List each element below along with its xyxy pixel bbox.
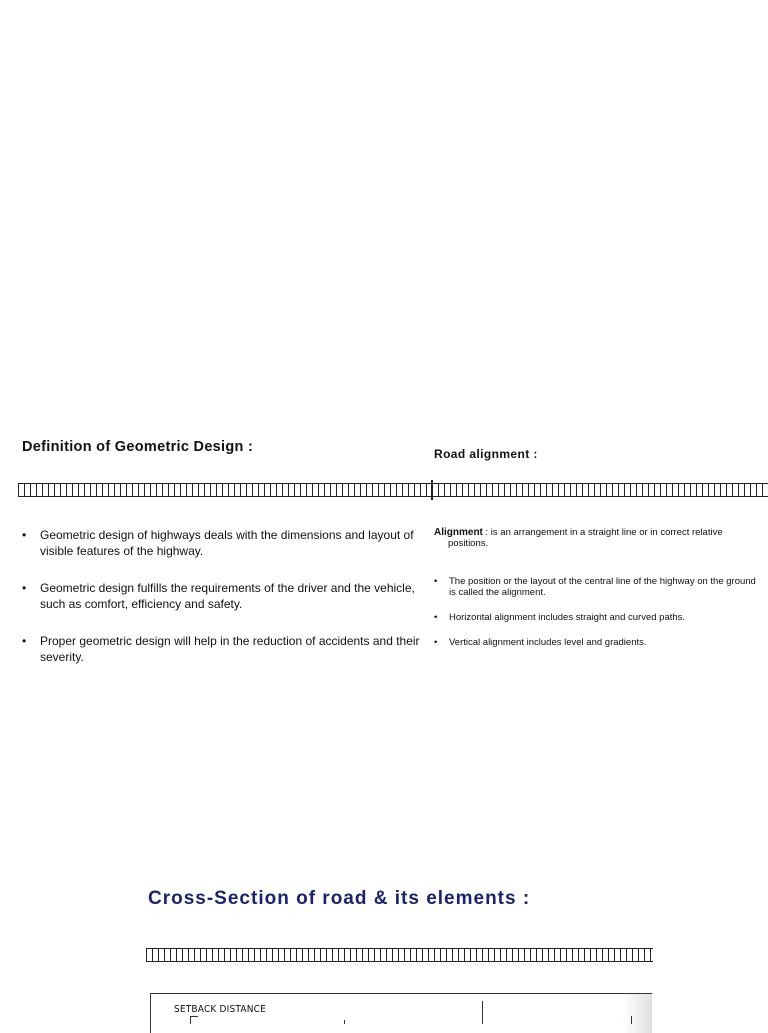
alignment-definition-continuation: positions. (448, 538, 489, 549)
alignment-definition-text: : is an arrangement in a straight line or in correct relative (482, 527, 723, 538)
list-item: • Geometric design of highways deals with the dimensions and layout of visible features of the highway. (22, 528, 420, 559)
column-separator (431, 480, 433, 500)
road-alignment-heading: Road alignment : (434, 447, 538, 461)
cross-section-heading: Cross-Section of road & its elements : (148, 888, 531, 909)
list-item: • Geometric design fulfills the requirements of the driver and the vehicle, such as comfort, efficiency and safety. (22, 581, 420, 612)
alignment-definition (434, 527, 754, 549)
list-item: • Proper geometric design will help in the reduction of accidents and their severity. (22, 634, 420, 665)
list-item: • Vertical alignment includes level and gradients. (434, 637, 756, 648)
alignment-term: Alignment (434, 527, 483, 538)
railway-divider-top (18, 483, 768, 497)
setback-distance-label: SETBACK DISTANCE (174, 1004, 266, 1015)
diagram-vertical-line (482, 1001, 483, 1024)
road-alignment-points (434, 576, 756, 662)
geometric-design-points (22, 528, 420, 687)
diagram-bracket (190, 1016, 198, 1017)
list-item: • The position or the layout of the central line of the highway on the ground is called the alignment. (434, 576, 756, 598)
railway-divider-bottom (146, 948, 653, 962)
diagram-vertical-line (344, 1020, 345, 1024)
geometric-design-heading: Definition of Geometric Design : (22, 439, 254, 455)
diagram-vertical-line (631, 1016, 632, 1024)
diagram-bracket (190, 1016, 191, 1024)
list-item: • Horizontal alignment includes straight and curved paths. (434, 612, 756, 623)
